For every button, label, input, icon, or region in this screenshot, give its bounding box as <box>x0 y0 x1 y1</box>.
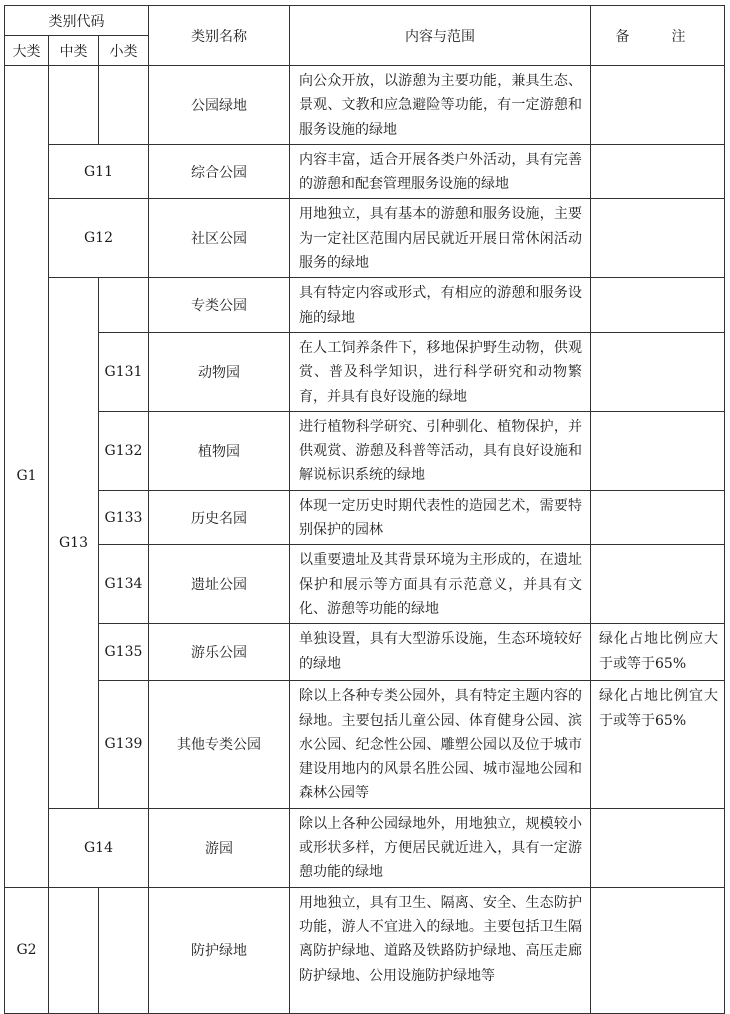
header-major: 大类 <box>5 36 49 66</box>
minor-code <box>99 278 149 333</box>
minor-code <box>99 66 149 145</box>
remark <box>591 332 725 411</box>
remark <box>591 278 725 333</box>
category-name: 植物园 <box>149 411 290 490</box>
remark: 绿化占地比例应大于或等于65% <box>591 624 725 681</box>
medium-code: G12 <box>49 199 149 278</box>
medium-code <box>49 66 99 145</box>
minor-code: G135 <box>99 624 149 681</box>
content-scope: 在人工饲养条件下，移地保护野生动物，供观赏、普及科学知识，进行科学研究和动物繁育，并具有良好设施的绿地 <box>290 332 591 411</box>
table-row <box>5 144 725 199</box>
minor-code: G133 <box>99 490 149 545</box>
table-row <box>5 278 725 333</box>
content-scope: 用地独立，具有卫生、隔离、安全、生态防护功能，游人不宜进入的绿地。主要包括卫生隔离防护绿地、道路及铁路防护绿地、高压走廊防护绿地、公用设施防护绿地等 <box>290 887 591 1013</box>
minor-code: G134 <box>99 545 149 624</box>
header-content-scope: 内容与范围 <box>290 6 591 66</box>
remark <box>591 887 725 1013</box>
minor-code: G132 <box>99 411 149 490</box>
remark <box>591 808 725 887</box>
table-row <box>5 199 725 278</box>
remark <box>591 411 725 490</box>
table-row <box>5 545 725 624</box>
remark: 绿化占地比例宜大于或等于65% <box>591 681 725 808</box>
minor-code: G131 <box>99 332 149 411</box>
header-medium: 中类 <box>49 36 99 66</box>
table-row <box>5 490 725 545</box>
content-scope: 向公众开放，以游憩为主要功能，兼具生态、景观、文教和应急避险等功能，有一定游憩和服务设施的绿地 <box>290 66 591 145</box>
content-scope: 单独设置，具有大型游乐设施，生态环境较好的绿地 <box>290 624 591 681</box>
table-row <box>5 624 725 681</box>
minor-code <box>99 887 149 1013</box>
category-name: 遗址公园 <box>149 545 290 624</box>
content-scope: 除以上各种公园绿地外，用地独立，规模较小或形状多样，方便居民就近进入，具有一定游憩功能的绿地 <box>290 808 591 887</box>
medium-code <box>49 887 99 1013</box>
header-category-code: 类别代码 <box>5 6 149 36</box>
category-name: 游园 <box>149 808 290 887</box>
header-category-name: 类别名称 <box>149 6 290 66</box>
category-name: 动物园 <box>149 332 290 411</box>
medium-code-g13: G13 <box>49 278 99 808</box>
remark <box>591 144 725 199</box>
green-space-classification-table <box>4 5 725 1014</box>
content-scope: 内容丰富，适合开展各类户外活动，具有完善的游憩和配套管理服务设施的绿地 <box>290 144 591 199</box>
content-scope: 除以上各种专类公园外，具有特定主题内容的绿地。主要包括儿童公园、体育健身公园、滨水公园、纪念性公园、雕塑公园以及位于城市建设用地内的风景名胜公园、城市湿地公园和森林公园等 <box>290 681 591 808</box>
category-name: 专类公园 <box>149 278 290 333</box>
category-name: 游乐公园 <box>149 624 290 681</box>
content-scope: 体现一定历史时期代表性的造园艺术，需要特别保护的园林 <box>290 490 591 545</box>
minor-code: G139 <box>99 681 149 808</box>
content-scope: 以重要遗址及其背景环境为主形成的，在遗址保护和展示等方面具有示范意义，并具有文化、游憩等功能的绿地 <box>290 545 591 624</box>
category-name: 其他专类公园 <box>149 681 290 808</box>
medium-code: G11 <box>49 144 149 199</box>
category-name: 综合公园 <box>149 144 290 199</box>
category-name: 公园绿地 <box>149 66 290 145</box>
category-name: 防护绿地 <box>149 887 290 1013</box>
major-code-g2: G2 <box>5 887 49 1013</box>
header-minor: 小类 <box>99 36 149 66</box>
header-remarks: 备 注 <box>591 6 725 66</box>
table-row <box>5 681 725 808</box>
classification-table-container <box>4 5 725 1014</box>
remark <box>591 199 725 278</box>
table-row <box>5 808 725 887</box>
table-row <box>5 332 725 411</box>
content-scope: 用地独立，具有基本的游憩和服务设施，主要为一定社区范围内居民就近开展日常休闲活动服务的绿地 <box>290 199 591 278</box>
remark <box>591 490 725 545</box>
category-name: 历史名园 <box>149 490 290 545</box>
remark <box>591 545 725 624</box>
table-row <box>5 411 725 490</box>
content-scope: 具有特定内容或形式，有相应的游憩和服务设施的绿地 <box>290 278 591 333</box>
category-name: 社区公园 <box>149 199 290 278</box>
header-row-1 <box>5 6 725 36</box>
table-row <box>5 887 725 1013</box>
remark <box>591 66 725 145</box>
content-scope: 进行植物科学研究、引种驯化、植物保护，并供观赏、游憩及科普等活动，具有良好设施和解说标识系统的绿地 <box>290 411 591 490</box>
table-row <box>5 66 725 145</box>
major-code-g1: G1 <box>5 66 49 888</box>
medium-code: G14 <box>49 808 149 887</box>
